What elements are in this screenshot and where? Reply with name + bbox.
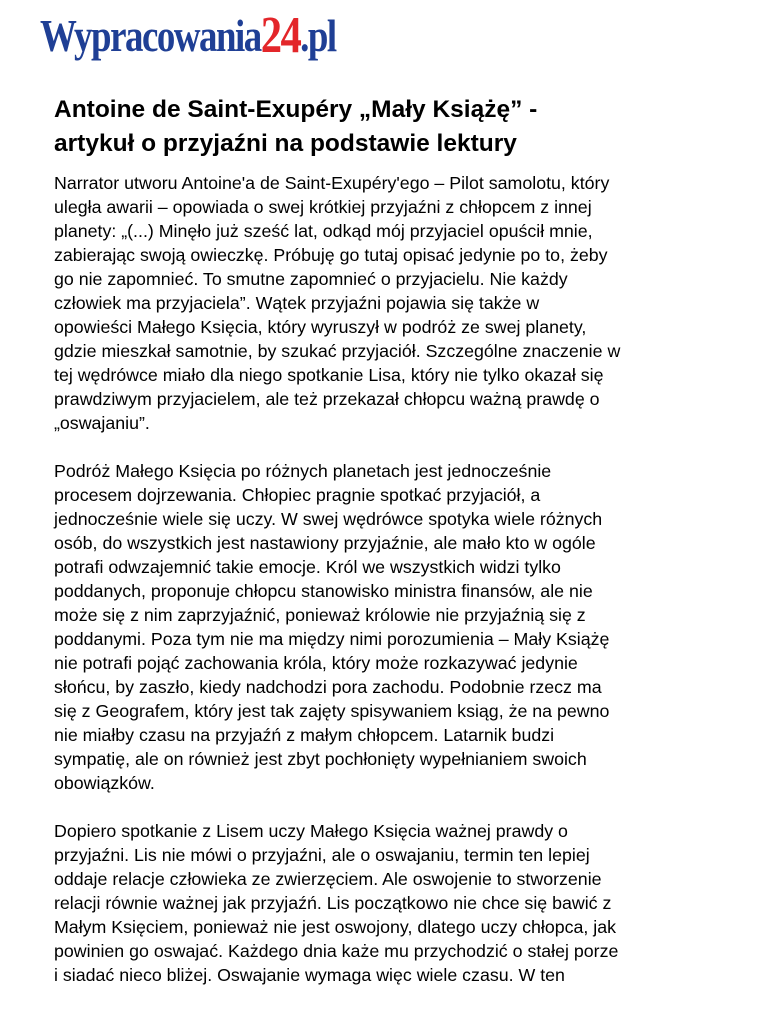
text-line: procesem dojrzewania. Chłopiec pragnie spotkać przyjaciół, a (54, 485, 541, 505)
text-line: tej wędrówce miało dla niego spotkanie Lisa, który nie tylko okazał się (54, 365, 604, 385)
text-line: uległa awarii – opowiada o swej krótkiej przyjaźni z chłopcem z innej (54, 197, 592, 217)
text-line: Małym Księciem, ponieważ nie jest oswojony, dlatego uczy chłopca, jak (54, 917, 617, 937)
text-line: go nie zapomnieć. To smutne zapomnieć o przyjacielu. Nie każdy (54, 269, 568, 289)
paragraph-1 (54, 171, 734, 435)
paragraph-2 (54, 459, 734, 795)
text-line: i siadać nieco bliżej. Oswajanie wymaga więc wiele czasu. W ten (54, 965, 565, 985)
text-line: planety: „(...) Minęło już sześć lat, odkąd mój przyjaciel opuścił mnie, (54, 221, 593, 241)
text-line: osób, do wszystkich jest nastawiony przyjaźnie, ale mało kto w ogóle (54, 533, 596, 553)
site-logo[interactable] (40, 7, 336, 80)
title-line: artykuł o przyjaźni na podstawie lektury (54, 130, 517, 157)
article-body (54, 171, 734, 1011)
text-line: nie miałby czasu na przyjaźń z małym chłopcem. Latarnik budzi (54, 725, 555, 745)
text-line: Podróż Małego Księcia po różnych planetach jest jednocześnie (54, 461, 552, 481)
page-title (54, 93, 734, 161)
text-line: nie potrafi pojąć zachowania króla, który może rozkazywać jedynie (54, 653, 578, 673)
logo-text-wypracowania: Wypracowania (40, 11, 261, 61)
text-line: zabierając swoją owieczkę. Próbuję go tutaj opisać jedynie po to, żeby (54, 245, 608, 265)
text-line: sympatię, ale on również jest zbyt pochłonięty wypełnianiem swoich (54, 749, 587, 769)
text-line: potrafi odwzajemnić takie emocje. Król we wszystkich widzi tylko (54, 557, 561, 577)
text-line: poddanymi. Poza tym nie ma między nimi porozumienia – Mały Książę (54, 629, 610, 649)
text-line: obowiązków. (54, 773, 155, 793)
text-line: jednocześnie wiele się uczy. W swej wędrówce spotyka wiele różnych (54, 509, 603, 529)
text-line: relacji równie ważnej jak przyjaźń. Lis początkowo nie chce się bawić z (54, 893, 612, 913)
text-line: się z Geografem, który jest tak zajęty spisywaniem ksiąg, że na pewno (54, 701, 610, 721)
text-line: prawdziwym przyjacielem, ale też przekazał chłopcu ważną prawdę o (54, 389, 600, 409)
text-line: słońcu, by zaszło, kiedy nadchodzi pora zachodu. Podobnie rzecz ma (54, 677, 602, 697)
logo-text-24: 24 (260, 7, 301, 64)
text-line: przyjaźni. Lis nie mówi o przyjaźni, ale o oswajaniu, termin ten lepiej (54, 845, 590, 865)
text-line: oddaje relacje człowieka ze zwierzęciem. Ale oswojenie to stworzenie (54, 869, 602, 889)
text-line: gdzie mieszkał samotnie, by szukać przyjaciół. Szczególne znaczenie w (54, 341, 621, 361)
logo-text-pl: .pl (300, 11, 336, 61)
text-line: może się z nim zaprzyjaźnić, ponieważ królowie nie przyjaźnią się z (54, 605, 586, 625)
title-line: Antoine de Saint-Exupéry „Mały Książę” - (54, 96, 538, 123)
paragraph-3 (54, 819, 734, 987)
text-line: „oswajaniu”. (54, 413, 150, 433)
text-line: powinien go oswajać. Każdego dnia każe mu przychodzić o stałej porze (54, 941, 619, 961)
text-line: człowiek ma przyjaciela”. Wątek przyjaźni pojawia się także w (54, 293, 540, 313)
text-line: poddanych, proponuje chłopcu stanowisko ministra finansów, ale nie (54, 581, 593, 601)
text-line: opowieści Małego Księcia, który wyruszył w podróż ze swej planety, (54, 317, 587, 337)
text-line: Dopiero spotkanie z Lisem uczy Małego Księcia ważnej prawdy o (54, 821, 568, 841)
text-line: Narrator utworu Antoine'a de Saint-Exupéry'ego – Pilot samolotu, który (54, 173, 610, 193)
